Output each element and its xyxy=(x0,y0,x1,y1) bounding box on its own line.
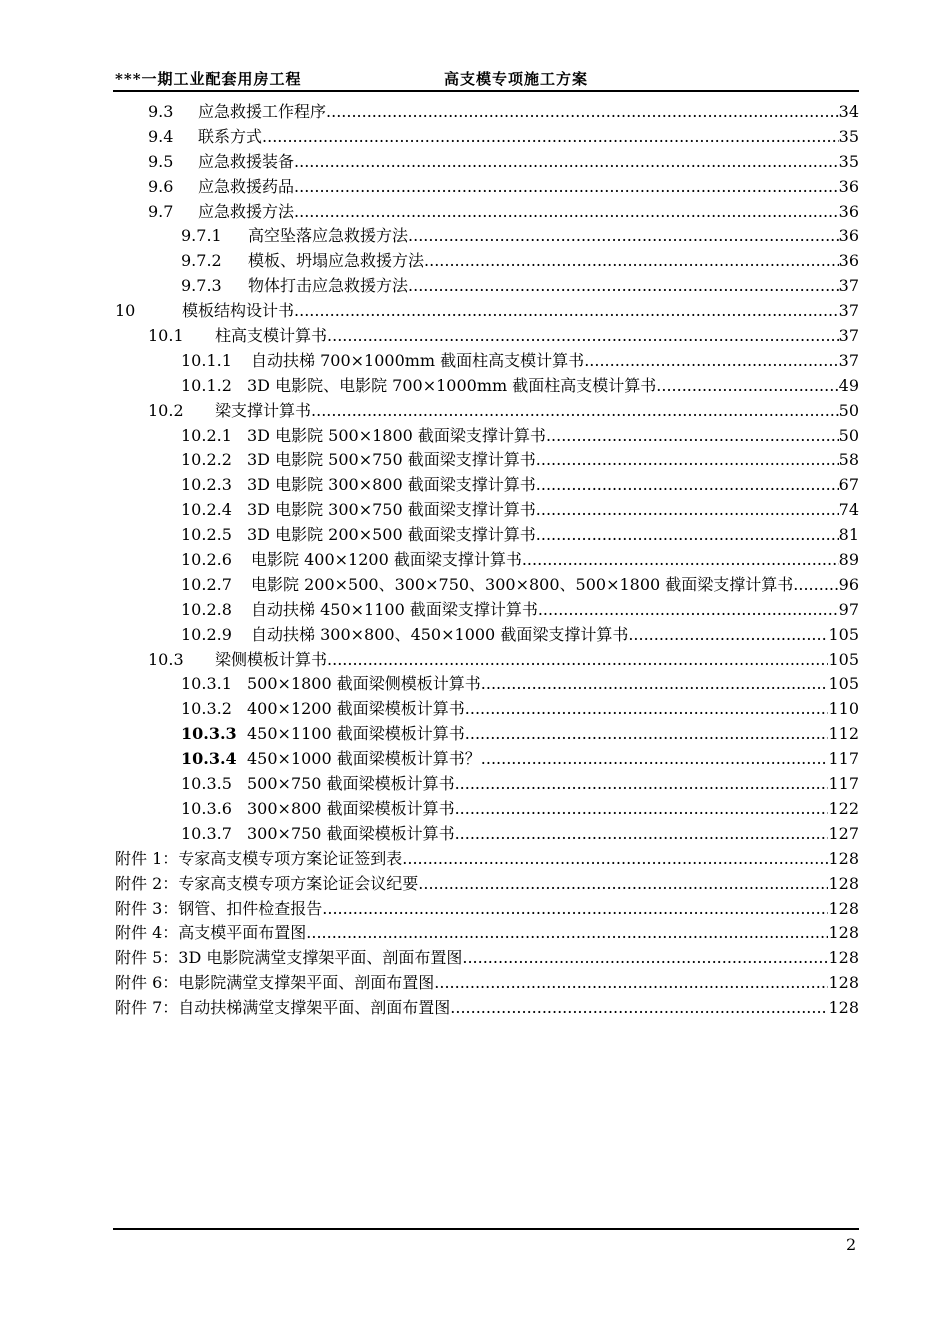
page-number: 2 xyxy=(846,1235,857,1254)
toc-entry-page: 128 xyxy=(828,898,859,918)
toc-entry-number: 9.6 xyxy=(148,176,174,196)
toc-entry-page: 37 xyxy=(838,276,859,296)
toc-entry-line xyxy=(181,747,859,772)
toc-entry-title: 梁支撑计算书 xyxy=(215,400,312,420)
toc-entry[interactable] xyxy=(113,200,859,225)
toc-entry[interactable] xyxy=(113,498,859,523)
toc-entry[interactable] xyxy=(113,996,859,1021)
toc-dot-leader xyxy=(481,672,829,697)
toc-entry-line xyxy=(181,473,859,498)
toc-entry[interactable] xyxy=(113,249,859,274)
toc-entry-title: 附件 2：专家高支模专项方案论证会议纪要 xyxy=(115,873,419,893)
toc-dot-leader xyxy=(327,648,828,673)
toc-entry[interactable] xyxy=(113,623,859,648)
toc-entry[interactable] xyxy=(113,573,859,598)
toc-entry-line xyxy=(148,200,859,225)
toc-entry-line xyxy=(181,448,859,473)
toc-dot-leader xyxy=(455,772,829,797)
toc-entry-title: 应急救援药品 xyxy=(198,176,295,196)
toc-entry-title: 500×750 截面梁模板计算书 xyxy=(247,774,455,794)
toc-entry-title: 3D 电影院 200×500 截面梁支撑计算书 xyxy=(247,525,536,545)
toc-entry-title: 电影院 400×1200 截面梁支撑计算书 xyxy=(251,550,522,570)
toc-entry-number: 10.3.7 xyxy=(181,823,232,843)
toc-entry-number: 9.7.2 xyxy=(181,251,222,271)
toc-entry-number: 10.2.5 xyxy=(181,525,232,545)
toc-entry-number: 9.7.3 xyxy=(181,276,222,296)
page-header xyxy=(113,68,859,92)
toc-entry[interactable] xyxy=(113,772,859,797)
toc-entry-page: 128 xyxy=(828,948,859,968)
toc-entry-page: 36 xyxy=(838,201,859,221)
toc-entry-line xyxy=(115,897,859,922)
toc-entry-line xyxy=(181,722,859,747)
toc-dot-leader xyxy=(311,399,839,424)
toc-dot-leader xyxy=(536,473,839,498)
toc-dot-leader xyxy=(546,424,839,449)
toc-dot-leader xyxy=(455,797,829,822)
toc-entry-number: 10.3.6 xyxy=(181,798,232,818)
toc-entry-number: 10.2.2 xyxy=(181,450,232,470)
toc-entry[interactable] xyxy=(113,697,859,722)
toc-entry-number: 9.4 xyxy=(148,126,174,146)
toc-dot-leader xyxy=(522,548,839,573)
toc-dot-leader xyxy=(327,324,839,349)
toc-dot-leader xyxy=(424,249,839,274)
toc-entry-line xyxy=(148,175,859,200)
toc-entry-title: 450×1000 截面梁模板计算书？ xyxy=(247,749,481,769)
toc-dot-leader xyxy=(538,598,839,623)
toc-entry[interactable] xyxy=(113,897,859,922)
toc-dot-leader xyxy=(418,872,828,897)
toc-entry-number: 9.5 xyxy=(148,151,174,171)
toc-entry-number: 10.3 xyxy=(148,649,184,669)
toc-entry[interactable] xyxy=(113,224,859,249)
toc-entry-title: 高空坠落应急救援方法 xyxy=(248,226,409,246)
toc-entry[interactable] xyxy=(113,150,859,175)
toc-entry-number: 10.2.6 xyxy=(181,550,232,570)
toc-entry-line xyxy=(181,598,859,623)
toc-entry-number: 10.2.8 xyxy=(181,599,232,619)
toc-entry[interactable] xyxy=(113,473,859,498)
toc-entry-page: 36 xyxy=(838,251,859,271)
toc-entry-title: 模板结构设计书 xyxy=(182,301,295,321)
toc-entry-number: 10.3.1 xyxy=(181,674,232,694)
toc-entry-number: 10.2.7 xyxy=(181,574,232,594)
toc-entry-title: 3D 电影院 500×1800 截面梁支撑计算书 xyxy=(247,425,546,445)
toc-dot-leader xyxy=(465,697,829,722)
toc-entry-line xyxy=(148,324,859,349)
toc-entry[interactable] xyxy=(113,523,859,548)
toc-entry-page: 67 xyxy=(838,475,859,495)
toc-entry-page: 74 xyxy=(838,500,859,520)
toc-entry-title: 附件 3：钢管、扣件检查报告 xyxy=(115,898,323,918)
toc-entry-line xyxy=(181,249,859,274)
toc-entry-title: 柱高支模计算书 xyxy=(215,326,328,346)
toc-entry-title: 3D 电影院 500×750 截面梁支撑计算书 xyxy=(247,450,536,470)
toc-entry-line xyxy=(115,299,859,324)
toc-dot-leader xyxy=(536,448,839,473)
toc-entry-page: 105 xyxy=(828,674,859,694)
toc-entry[interactable] xyxy=(113,747,859,772)
toc-entry-line xyxy=(115,971,859,996)
toc-dot-leader xyxy=(628,623,828,648)
toc-entry-number: 10.3.3 xyxy=(181,724,237,744)
toc-entry-number: 10.3.5 xyxy=(181,774,232,794)
toc-entry-line xyxy=(115,921,859,946)
toc-entry-line xyxy=(115,946,859,971)
toc-entry-number: 10.1.2 xyxy=(181,375,232,395)
toc-entry[interactable] xyxy=(113,921,859,946)
toc-entry-line xyxy=(181,573,859,598)
toc-entry-line xyxy=(181,523,859,548)
toc-dot-leader xyxy=(536,523,839,548)
toc-entry-title: 附件 6：电影院满堂支撑架平面、剖面布置图 xyxy=(115,973,435,993)
toc-entry[interactable] xyxy=(113,374,859,399)
toc-entry[interactable] xyxy=(113,722,859,747)
toc-dot-leader xyxy=(262,125,839,150)
toc-entry-number: 10.2.9 xyxy=(181,624,232,644)
toc-entry-line xyxy=(148,125,859,150)
toc-entry-page: 50 xyxy=(838,425,859,445)
toc-entry-number: 9.3 xyxy=(148,102,174,121)
toc-entry-title: 附件 1：专家高支模专项方案论证签到表 xyxy=(115,848,403,868)
toc-entry[interactable] xyxy=(113,274,859,299)
toc-entry[interactable] xyxy=(113,946,859,971)
toc-dot-leader xyxy=(294,175,839,200)
toc-entry-line xyxy=(181,697,859,722)
toc-entry-title: 3D 电影院、电影院 700×1000mm 截面柱高支模计算书 xyxy=(247,375,657,395)
toc-entry-page: 128 xyxy=(828,848,859,868)
toc-entry-page: 96 xyxy=(838,574,859,594)
toc-entry-title: 电影院 200×500、300×750、300×800、500×1800 截面梁支撑计算书 xyxy=(251,574,794,594)
toc-entry-title: 联系方式 xyxy=(198,126,263,146)
toc-entry-title: 附件 4：高支模平面布置图 xyxy=(115,923,307,943)
toc-entry-page: 117 xyxy=(828,774,859,794)
toc-entry-line xyxy=(148,648,859,673)
toc-entry[interactable] xyxy=(113,648,859,673)
toc-entry-title: 模板、坍塌应急救援方法 xyxy=(248,251,425,271)
toc-entry-page: 122 xyxy=(828,798,859,818)
toc-dot-leader xyxy=(294,150,839,175)
toc-entry-title: 应急救援方法 xyxy=(198,201,295,221)
toc-entry-title: 附件 7：自动扶梯满堂支撑架平面、剖面布置图 xyxy=(115,998,451,1018)
toc-entry[interactable] xyxy=(113,399,859,424)
toc-entry-number: 9.7.1 xyxy=(181,226,222,246)
toc-entry-page: 37 xyxy=(838,350,859,370)
toc-entry[interactable] xyxy=(113,672,859,697)
toc-entry[interactable] xyxy=(113,971,859,996)
toc-entry-title: 自动扶梯 700×1000mm 截面柱高支模计算书 xyxy=(251,350,585,370)
toc-entry-page: 105 xyxy=(828,624,859,644)
toc-entry-line xyxy=(115,847,859,872)
toc-entry[interactable] xyxy=(113,125,859,150)
header-project-name: ***一期工业配套用房工程 xyxy=(115,70,302,88)
footer-rule xyxy=(113,1228,859,1230)
toc-entry-title: 附件 5：3D 电影院满堂支撑架平面、剖面布置图 xyxy=(115,948,463,968)
toc-entry-page: 105 xyxy=(828,649,859,669)
toc-entry-page: 36 xyxy=(838,176,859,196)
toc-entry-page: 128 xyxy=(828,973,859,993)
toc-entry-page: 97 xyxy=(838,599,859,619)
toc-entry-number: 10.2.4 xyxy=(181,500,232,520)
toc-entry-page: 37 xyxy=(838,326,859,346)
toc-dot-leader xyxy=(481,747,829,772)
toc-dot-leader xyxy=(793,573,838,598)
toc-entry-page: 110 xyxy=(828,699,859,719)
toc-entry-page: 112 xyxy=(828,724,859,744)
toc-entry-line xyxy=(181,424,859,449)
toc-entry-page: 128 xyxy=(828,923,859,943)
toc-entry-line xyxy=(181,822,859,847)
toc-entry-line xyxy=(181,374,859,399)
toc-entry-line xyxy=(181,224,859,249)
toc-entry-number: 10 xyxy=(115,301,136,321)
toc-entry-line xyxy=(181,623,859,648)
toc-entry-page: 50 xyxy=(838,400,859,420)
toc-entry-line xyxy=(181,274,859,299)
toc-entry-title: 400×1200 截面梁模板计算书 xyxy=(247,699,465,719)
toc-entry[interactable] xyxy=(113,548,859,573)
toc-entry-title: 3D 电影院 300×750 截面梁支撑计算书 xyxy=(247,500,536,520)
table-of-contents xyxy=(113,100,859,1021)
toc-dot-leader xyxy=(434,971,828,996)
toc-dot-leader xyxy=(322,897,828,922)
toc-entry-title: 物体打击应急救援方法 xyxy=(248,276,409,296)
toc-dot-leader xyxy=(306,921,828,946)
toc-entry-line xyxy=(115,872,859,897)
toc-entry[interactable] xyxy=(113,797,859,822)
toc-entry-page: 35 xyxy=(838,126,859,146)
header-document-title: 高支模专项施工方案 xyxy=(444,70,589,88)
toc-entry-number: 10.3.4 xyxy=(181,749,237,769)
toc-dot-leader xyxy=(656,374,838,399)
toc-entry-number: 10.2.3 xyxy=(181,475,232,495)
toc-entry-title: 梁侧模板计算书 xyxy=(215,649,328,669)
toc-entry-line xyxy=(181,672,859,697)
toc-entry-number: 9.7 xyxy=(148,201,174,221)
toc-entry-page: 34 xyxy=(838,102,859,121)
toc-dot-leader xyxy=(536,498,839,523)
toc-entry-line xyxy=(181,498,859,523)
toc-entry-page: 58 xyxy=(838,450,859,470)
toc-entry-number: 10.1.1 xyxy=(181,350,232,370)
toc-dot-leader xyxy=(294,200,839,225)
toc-entry[interactable] xyxy=(113,349,859,374)
toc-entry-line xyxy=(181,772,859,797)
toc-entry-title: 应急救援工作程序 xyxy=(198,102,327,121)
toc-entry[interactable] xyxy=(113,448,859,473)
toc-dot-leader xyxy=(408,274,839,299)
toc-entry[interactable] xyxy=(113,324,859,349)
toc-entry-page: 117 xyxy=(828,749,859,769)
toc-entry-number: 10.2.1 xyxy=(181,425,232,445)
toc-entry-title: 300×750 截面梁模板计算书 xyxy=(247,823,455,843)
toc-entry-line xyxy=(181,548,859,573)
toc-entry-page: 81 xyxy=(838,525,859,545)
toc-dot-leader xyxy=(584,349,838,374)
toc-entry-number: 10.3.2 xyxy=(181,699,232,719)
toc-dot-leader xyxy=(450,996,828,1021)
toc-entry-number: 10.1 xyxy=(148,326,184,346)
toc-entry-line xyxy=(115,996,859,1021)
toc-entry-title: 300×800 截面梁模板计算书 xyxy=(247,798,455,818)
toc-entry[interactable] xyxy=(113,847,859,872)
toc-dot-leader xyxy=(455,822,829,847)
toc-entry-page: 128 xyxy=(828,998,859,1018)
toc-dot-leader xyxy=(408,224,839,249)
toc-entry-title: 自动扶梯 450×1100 截面梁支撑计算书 xyxy=(251,599,538,619)
toc-entry-title: 自动扶梯 300×800、450×1000 截面梁支撑计算书 xyxy=(251,624,629,644)
toc-dot-leader xyxy=(462,946,828,971)
toc-entry-title: 3D 电影院 300×800 截面梁支撑计算书 xyxy=(247,475,536,495)
toc-entry[interactable] xyxy=(113,299,859,324)
toc-entry-page: 36 xyxy=(838,226,859,246)
toc-entry-number: 10.2 xyxy=(148,400,184,420)
toc-entry-title: 500×1800 截面梁侧模板计算书 xyxy=(247,674,481,694)
toc-entry[interactable] xyxy=(113,424,859,449)
toc-entry-title: 450×1100 截面梁模板计算书 xyxy=(247,724,465,744)
toc-entry-page: 49 xyxy=(838,375,859,395)
toc-entry-line xyxy=(148,399,859,424)
toc-entry-line xyxy=(181,797,859,822)
toc-entry-page: 37 xyxy=(838,301,859,321)
toc-dot-leader xyxy=(465,722,829,747)
toc-entry[interactable] xyxy=(113,100,859,125)
toc-entry[interactable] xyxy=(113,598,859,623)
toc-entry-page: 35 xyxy=(838,151,859,171)
toc-entry[interactable] xyxy=(113,872,859,897)
toc-dot-leader xyxy=(402,847,828,872)
toc-entry-page: 128 xyxy=(828,873,859,893)
toc-dot-leader xyxy=(294,299,839,324)
toc-entry-line xyxy=(181,349,859,374)
toc-entry-title: 应急救援装备 xyxy=(198,151,295,171)
toc-entry-page: 127 xyxy=(828,823,859,843)
toc-entry-line xyxy=(148,150,859,175)
toc-entry-page: 89 xyxy=(838,550,859,570)
toc-entry[interactable] xyxy=(113,175,859,200)
toc-entry[interactable] xyxy=(113,822,859,847)
toc-entry-line xyxy=(148,100,859,125)
toc-dot-leader xyxy=(326,100,839,125)
